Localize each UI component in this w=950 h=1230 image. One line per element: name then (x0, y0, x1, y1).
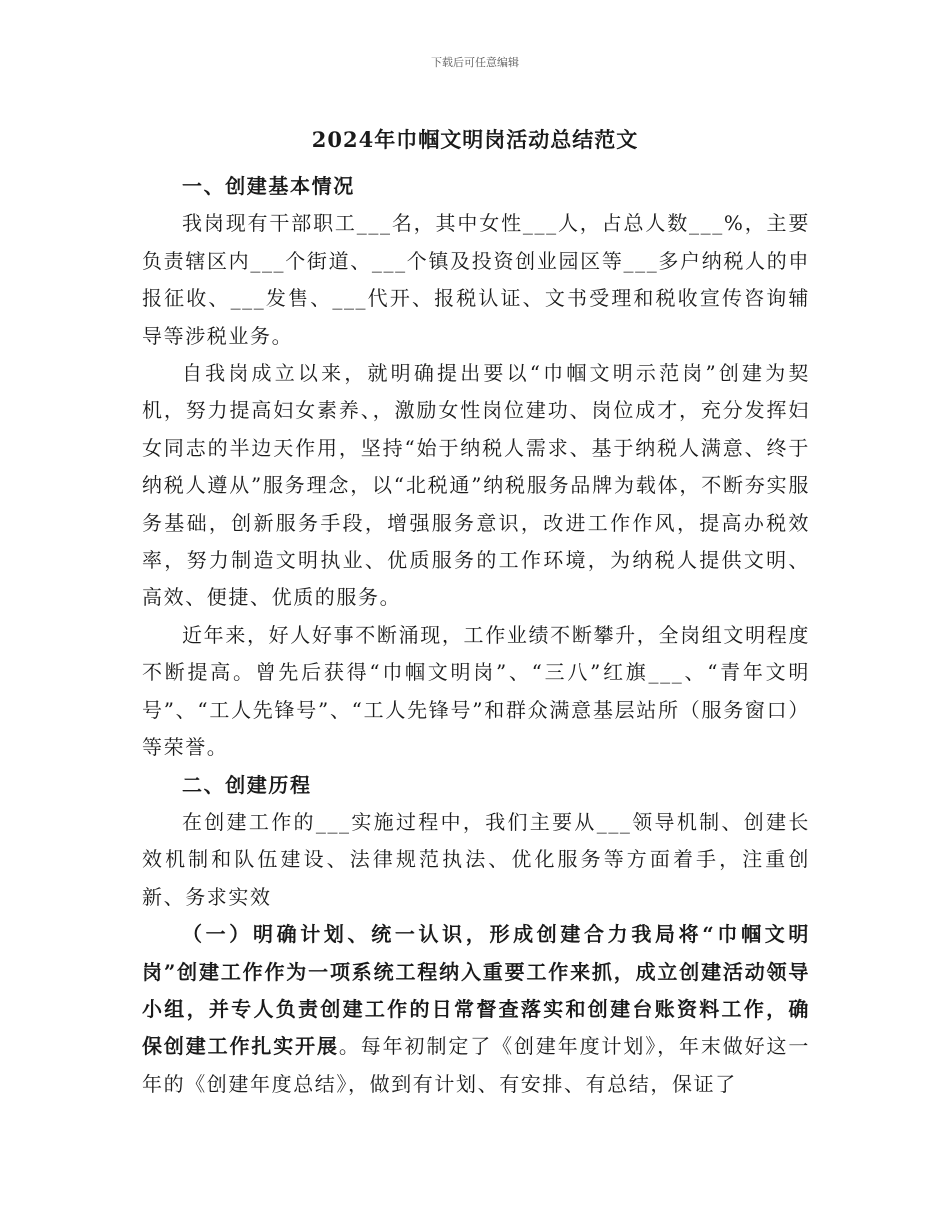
paragraph-3: 近年来，好人好事不断涌现，工作业绩不断攀升，全岗组文明程度不断提高。曾先后获得“巾帼文明岗”、“三八”红旗___、“青年文明号”、“工人先锋号”、“工人先锋号”和群众满意基层站所（服务窗口）等荣誉。 (142, 622, 810, 760)
paragraph-5-bold-lead: （一）明确计划、统一认识，形成创建合力我局将“巾帼文明岗”创建工作作为一项系统工程纳入重要工作来抓，成立创建活动领导小组，并专人负责创建工作的日常督查落实和创建台账资料工作，确保创建工作扎实开展 (142, 922, 810, 1059)
paragraph-1: 我岗现有干部职工___名，其中女性___人，占总人数___%，主要负责辖区内___个街道、___个镇及投资创业园区等___多户纳税人的申报征收、___发售、___代开、报税认证、文书受理和税收宣传咨询辅导等涉税业务。 (142, 211, 810, 348)
document-title: 2024年巾帼文明岗活动总结范文 (311, 127, 639, 152)
paragraph-4: 在创建工作的___实施过程中，我们主要从___领导机制、创建长效机制和队伍建设、法律规范执法、优化服务等方面着手，注重创新、务求实效 (142, 809, 810, 909)
document-body (142, 168, 810, 1103)
paragraph-5-text: 。每年初制定了《创建年度计划》，年末做好这一年的《创建年度总结》，做到有计划、有安排、有总结，保证了 (142, 1034, 810, 1096)
paragraph-5 (142, 916, 810, 1103)
section-heading-1: 一、创建基本情况 (182, 174, 355, 198)
section-heading-2: 二、创建历程 (182, 772, 312, 797)
paragraph-2: 自我岗成立以来，就明确提出要以“巾帼文明示范岗”创建为契机，努力提高妇女素养、，激励女性岗位建功、岗位成才，充分发挥妇女同志的半边天作用，坚持“始于纳税人需求、基于纳税人满意、终于纳税人遵从”服务理念，以“北税通”纳税服务品牌为载体，不断夯实服务基础，创新服务手段，增强服务意识，改进工作作风，提高办税效率，努力制造文明执业、优质服务的工作环境，为纳税人提供文明、高效、便捷、优质的服务。 (142, 361, 810, 610)
header-note: 下载后可任意编辑 (431, 56, 519, 69)
